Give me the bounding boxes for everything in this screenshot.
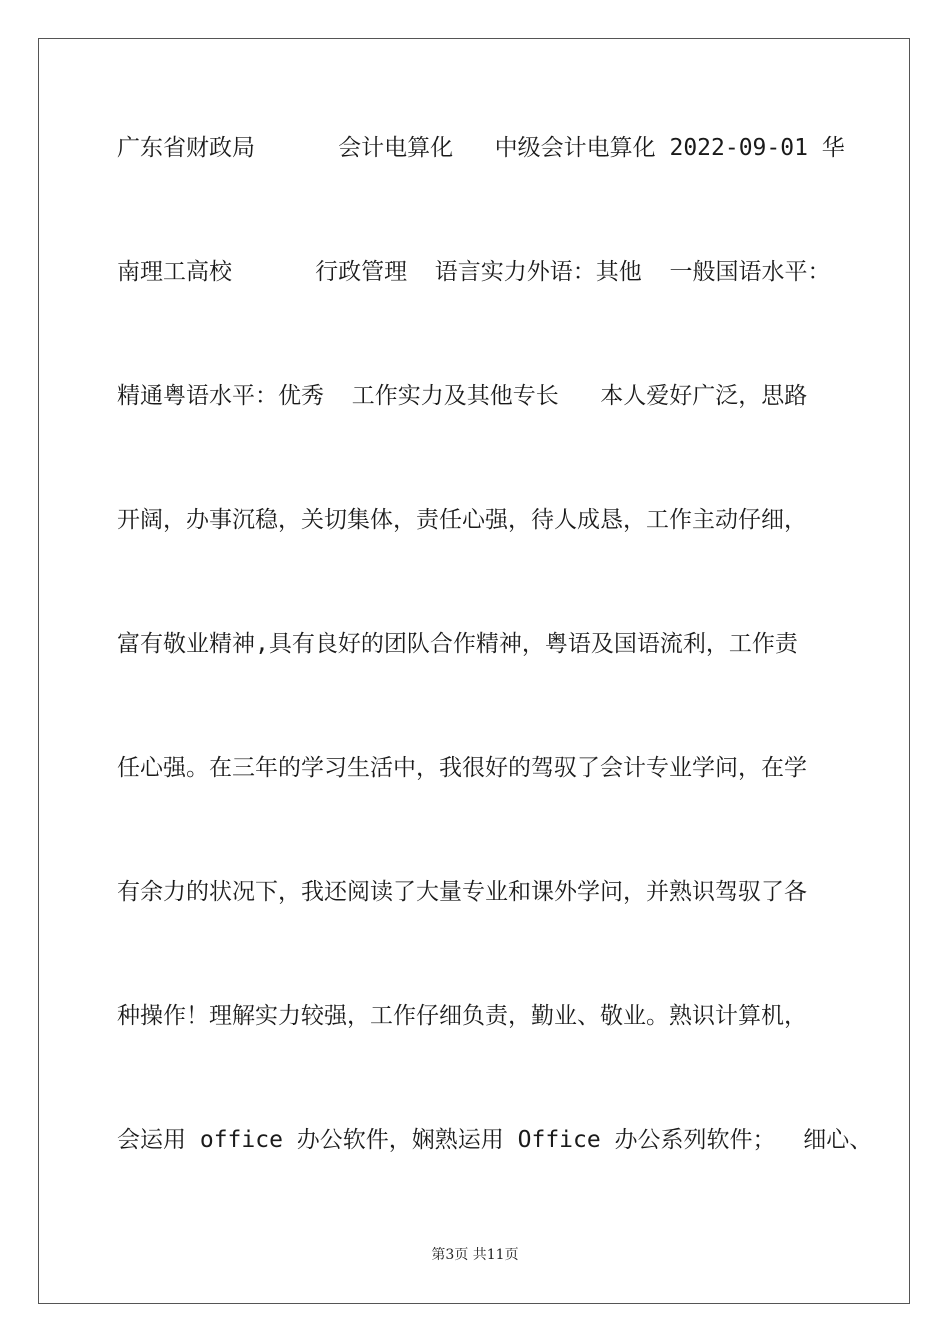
text-line: 开阔，办事沉稳，关切集体，责任心强，待人成恳，工作主动仔细， — [117, 507, 807, 533]
document-body — [117, 120, 873, 1236]
text-line: 有余力的状况下，我还阅读了大量专业和课外学问，并熟识驾驭了各 — [117, 879, 807, 905]
page-number: 第3页 共11页 — [431, 1247, 519, 1263]
text-line: 任心强。在三年的学习生活中，我很好的驾驭了会计专业学问，在学 — [117, 755, 807, 781]
text-line: 广东省财政局 会计电算化 中级会计电算化 2022-09-01 华 — [117, 135, 845, 161]
text-line: 精通粤语水平：优秀 工作实力及其他专长 本人爱好广泛，思路 — [117, 383, 808, 409]
text-line: 富有敬业精神,具有良好的团队合作精神，粤语及国语流利，工作责 — [117, 631, 798, 657]
text-line: 会运用 office 办公软件，娴熟运用 Office 办公系列软件； 细心、 — [117, 1127, 873, 1153]
text-line: 种操作！理解实力较强，工作仔细负责，勤业、敬业。熟识计算机， — [117, 1003, 807, 1029]
text-line: 南理工高校 行政管理 语言实力外语：其他 一般国语水平： — [117, 259, 831, 285]
